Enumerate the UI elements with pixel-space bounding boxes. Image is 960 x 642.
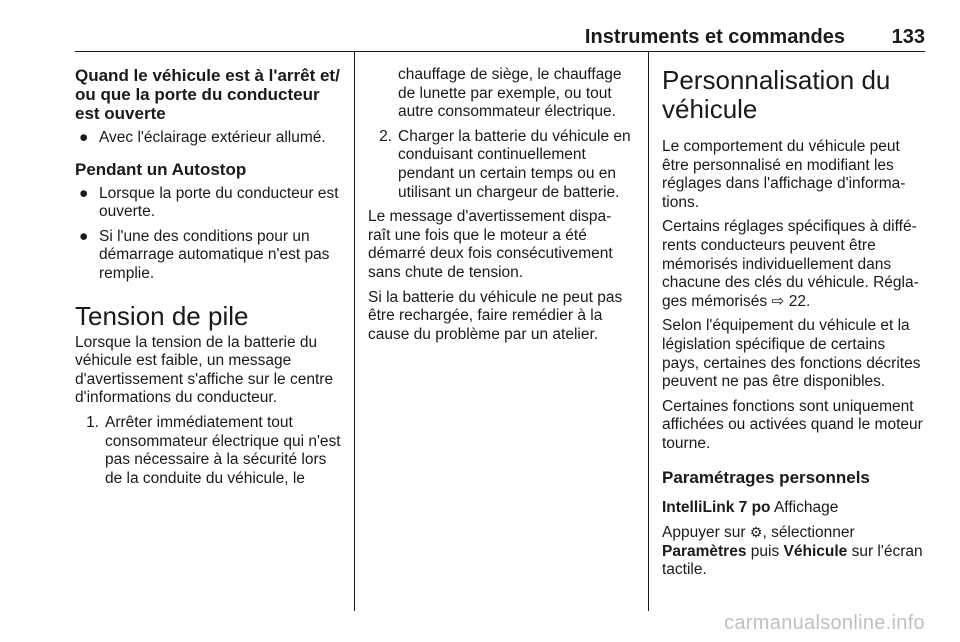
instruction-text: puis <box>750 542 780 560</box>
header-title: Instruments et commandes <box>584 26 845 48</box>
instruction-text: sur l'écran tactile. <box>662 542 923 579</box>
heading-autostop: Pendant un Autostop <box>75 159 247 179</box>
list-item-text: Si l'une des conditions pour un démarrage automatique n'est pas remplie. <box>99 227 330 282</box>
column-divider-1 <box>354 51 355 611</box>
watermark-text: carmanualsonline.info <box>724 612 925 634</box>
paragraph-recharge: Si la batterie du véhicule ne peut pas être rechargée, faire remédier à la cause du problème par un atelier. <box>368 288 623 343</box>
paragraph-3: Selon l'équipement du véhicule et la législation spécifique de certains pays, certaines des fonctions décrites peuvent ne pas être disponibles. <box>662 317 921 391</box>
item-number: 1. <box>86 413 99 431</box>
list-item <box>75 129 343 148</box>
item-number: 2. <box>379 127 392 145</box>
list-item-text: Lorsque la porte du conducteur est ouverte. <box>99 184 339 221</box>
column-2 <box>368 66 636 350</box>
menu-vehicule: Véhicule <box>783 542 848 560</box>
bullet-dot: ● <box>79 227 89 245</box>
list-item-text: Avec l'éclairage extérieur allumé. <box>99 129 326 146</box>
column-divider-2 <box>648 51 649 611</box>
paragraph-intellilink <box>662 499 926 518</box>
paragraph-instructions <box>662 523 926 580</box>
instruction-text: , sélectionner <box>762 524 855 542</box>
numbered-item-2 <box>368 128 636 202</box>
heading-tension: Tension de pile <box>75 300 249 331</box>
bullet-dot: ● <box>79 184 89 202</box>
list-item <box>75 228 343 284</box>
numbered-item-1 <box>75 414 343 488</box>
paragraph-4: Certaines fonctions sont uniquement affichées ou activées quand le moteur tourne. <box>662 397 923 452</box>
menu-parametres: Paramètres <box>662 542 747 560</box>
numbered-item-1-continued: chauffage de siège, le chauffage de lunette par exemple, ou tout autre consommateur électrique. <box>398 66 622 121</box>
instruction-text: Appuyer sur <box>662 524 746 542</box>
item-text: Charger la batterie du véhicule en conduisant continuellement pendant un certain temps ou en utilisant un chargeur de batterie. <box>398 127 631 201</box>
paragraph-1: Le comportement du véhicule peut être personnalisé en modifiant les réglages dans l'affichage d'informa- tions. <box>662 138 906 211</box>
page-reference-icon: ⇨ <box>771 292 785 310</box>
page-number: 133 <box>891 26 925 48</box>
settings-gear-icon: ⚙ <box>749 524 763 541</box>
column-3 <box>662 66 926 586</box>
bullet-dot: ● <box>79 129 89 146</box>
item-text: Arrêter immédiatement tout consommateur électrique qui n'est pas nécessaire à la sécurité lors de la conduite du véhicule, le <box>105 413 341 487</box>
heading-parked: Quand le véhicule est à l'arrêt et/ ou que la porte du conducteur est ouverte <box>75 66 340 123</box>
paragraph-tension: Lorsque la tension de la batterie du véhicule est faible, un message d'avertissement s'affiche sur le centre d'informations du conducteur. <box>75 333 334 407</box>
page-header <box>75 26 925 50</box>
list-item <box>75 185 343 222</box>
heading-parametrages: Paramétrages personnels <box>662 467 870 487</box>
page-reference[interactable]: 22. <box>788 292 811 310</box>
paragraph-message: Le message d'avertissement dispa- raît une fois que le moteur a été démarré deux fois consécutivement sans chute de tension. <box>368 208 613 281</box>
header-rule <box>75 51 925 52</box>
column-1 <box>75 66 343 494</box>
paragraph-2-text: Certains réglages spécifiques à diffé- rents conducteurs peuvent être mémorisés individuellement dans chacune des clés du véhicule. Régla- ges mémorisés <box>662 218 919 310</box>
paragraph-2 <box>662 218 926 311</box>
system-display: Affichage <box>773 498 839 516</box>
system-name: IntelliLink 7 po <box>662 498 771 516</box>
heading-personnalisation: Personnalisation du véhicule <box>662 65 891 124</box>
